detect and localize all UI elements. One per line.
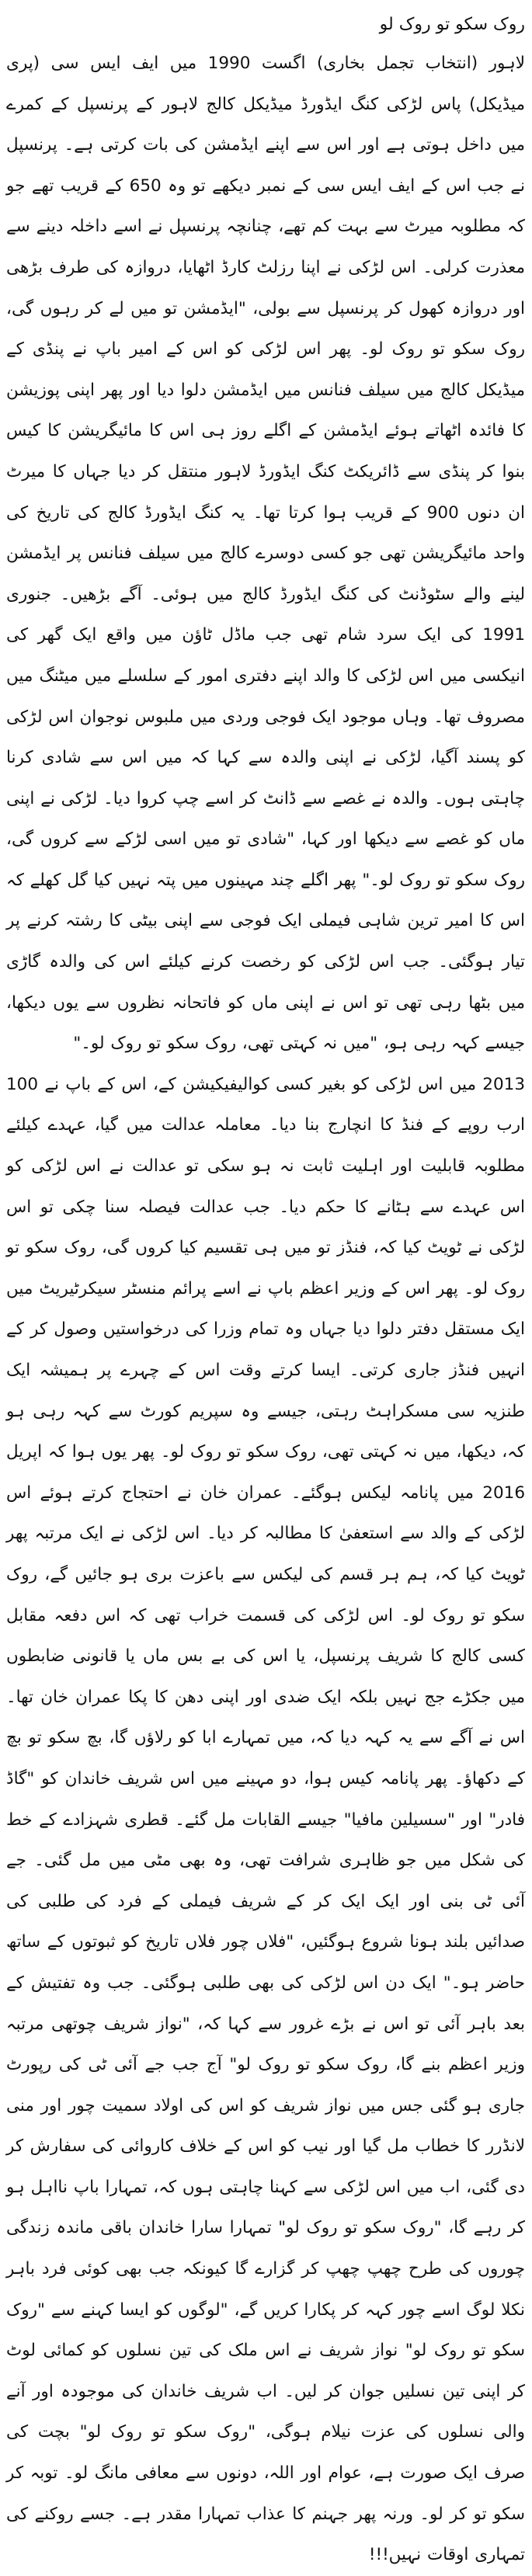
article-body [6,43,525,2576]
article [6,0,526,2565]
article-title: روک سکو تو روک لو [379,15,525,34]
article-paragraph-1: لاہور (انتخاب تجمل بخاری) اگست 1990 میں ایف ایس سی (پری میڈیکل) پاس لڑکی کنگ ایڈورڈ میڈیکل کالج لاہور کے پرنسپل کے کمرے میں داخل ہوتی ہے اور اس سے اپنے ایڈمشن کی بات کرتی ہے۔ پرنسپل نے جب اس کے ایف ایس سی کے نمبر دیکھے تو وہ 650 کے قریب تھے جو کہ مطلوبہ میرٹ سے بہت کم تھے، چنانچہ پرنسپل نے اسے داخلہ دینے سے معذرت کرلی۔ اس لڑکی نے اپنا رزلٹ کارڈ اٹھایا، دروازہ کی طرف بڑھی اور دروازہ کھول کر پرنسپل سے بولی، "ایڈمشن تو میں لے کر رہوں گی، روک سکو تو روک لو۔ پھر اس لڑکی کو اس کے امیر باپ نے پنڈی کے میڈیکل کالج میں سیلف فنانس میں ایڈمشن دلوا دیا اور پھر اپنی پوزیشن کا فائدہ اٹھاتے ہوئے ایڈمشن کے اگلے روز ہی اس کا مائیگریشن کا کیس بنوا کر پنڈی سے ڈائریکٹ کنگ ایڈورڈ لاہور منتقل کر دیا جہاں کا میرٹ ان دنوں 900 کے قریب ہوا کرتا تھا۔ یہ کنگ ایڈورڈ کالج کی تاریخ کی واحد مائیگریشن تھی جو کسی دوسرے کالج میں سیلف فنانس پر ایڈمشن لینے والے سٹوڈنٹ کی کنگ ایڈورڈ کالج میں ہوئی۔ آگے بڑھیں۔ جنوری 1991 کی ایک سرد شام تھی جب ماڈل ٹاؤن میں واقع ایک گھر کی انیکسی میں اس لڑکی کا والد اپنے دفتری امور کے سلسلے میں میٹنگ میں مصروف تھا۔ وہاں موجود ایک فوجی وردی میں ملبوس نوجوان اس لڑکی کو پسند آگیا، لڑکی نے اپنی والدہ سے کہا کہ میں اس سے شادی کرنا چاہتی ہوں۔ والدہ نے غصے سے ڈانٹ کر اسے چپ کروا دیا۔ لڑکی نے اپنی ماں کو غصے سے دیکھا اور کہا، "شادی تو میں اسی لڑکے سے کروں گی، روک سکو تو روک لو۔" پھر اگلے چند مہینوں میں پتہ نہیں کیا گل کھلے کہ اس کا امیر ترین شاہی فیملی ایک فوجی سے اپنی بیٹی کا رشتہ کرنے پر تیار ہوگئی۔ جب اس لڑکی کو رخصت کرنے کیلئے اس کی والدہ گاڑی میں بٹھا رہی تھی تو اس نے اپنی ماں کو فاتحانہ نظروں سے یوں دیکھا، جیسے کہہ رہی ہو، "میں نہ کہتی تھی، روک سکو تو روک لو۔" [6,54,526,1054]
article-paragraph-2: 2013 میں اس لڑکی کو بغیر کسی کوالیفیکیشن کے، اس کے باپ نے 100 ارب روپے کے فنڈ کا انچارج بنا دیا۔ معاملہ عدالت میں گیا، عہدے کیلئے مطلوبہ قابلیت اور اہلیت ثابت نہ ہو سکی تو عدالت نے اس لڑکی کو اس عہدے سے ہٹانے کا حکم دیا۔ جب عدالت فیصلہ سنا چکی تو اس لڑکی نے ٹویٹ کیا کہ، فنڈز تو میں ہی تقسیم کیا کروں گی، روک سکو تو روک لو۔ پھر اس کے وزیر اعظم باپ نے اسے پرائم منسٹر سیکرٹیریٹ میں ایک مستقل دفتر دلوا دیا جہاں وہ تمام وزرا کی درخواستیں وصول کر کے انہیں فنڈز جاری کرتی۔ ایسا کرتے وقت اس کے چہرے پر ہمیشہ ایک طنزیہ سی مسکراہٹ رہتی، جیسے وہ سپریم کورٹ سے کہہ رہی ہو کہ، دیکھا، میں نہ کہتی تھی، روک سکو تو روک لو۔ پھر یوں ہوا کہ اپریل 2016 میں پانامہ لیکس ہوگئے۔ عمران خان نے احتجاج کرتے ہوئے اس لڑکی کے والد سے استعفیٰ کا مطالبہ کر دیا۔ اس لڑکی نے ایک مرتبہ پھر ٹویٹ کیا کہ، ہم ہر قسم کی لیکس سے باعزت بری ہو جائیں گے، روک سکو تو روک لو۔ اس لڑکی کی قسمت خراب تھی کہ اس دفعہ مقابل کسی کالج کا شریف پرنسپل، یا اس کی بے بس ماں یا قانونی ضابطوں میں جکڑے جج نہیں بلکہ ایک ضدی اور اپنی دھن کا پکا عمران خان تھا۔ اس نے آگے سے یہ کہہ دیا کہ، میں تمہارے ابا کو رلاؤں گا، بچ سکو تو بچ کے دکھاؤ۔ پھر پانامہ کیس ہوا، دو مہینے میں اس شریف خاندان کو "گاڈ فادر" اور "سسیلین مافیا" جیسے القابات مل گئے۔ قطری شہزادے کے خط کی شکل میں جو ظاہری شرافت تھی، وہ بھی مٹی میں مل گئی۔ جے آئی ٹی بنی اور ایک ایک کر کے شریف فیملی کے فرد کی طلبی کی صدائیں بلند ہونا شروع ہوگئیں، "فلاں چور فلاں تاریخ کو ثبوتوں کے ساتھ حاضر ہو۔" ایک دن اس لڑکی کی بھی طلبی ہوگئی۔ جب وہ تفتیش کے بعد باہر آئی تو اس نے بڑے غرور سے کہا کہ، "نواز شریف چوتھی مرتبہ وزیر اعظم بنے گا، روک سکو تو روک لو" آج جب جے آئی ٹی کی رپورٹ جاری ہو گئی جس میں نواز شریف کو اس کی اولاد سمیت چور اور منی لانڈرر کا خطاب مل گیا اور نیب کو اس کے خلاف کاروائی کی سفارش کر دی گئی، اب میں اس لڑکی سے کہنا چاہتی ہوں کہ، تمہارا باپ نااہل ہو کر رہے گا، "روک سکو تو روک لو" تمہارا سارا خاندان باقی ماندہ زندگی چوروں کی طرح چھپ چھپ کر گزارے گا کیونکہ جب بھی کوئی فرد باہر نکلا لوگ اسے چور کہہ کر پکارا کریں گے، "لوگوں کو ایسا کہنے سے "روک سکو تو روک لو" نواز شریف نے اس ملک کی تین نسلوں کو کمائی لوٹ کر اپنی تین نسلیں جوان کر لیں۔ اب شریف خاندان کی موجودہ اور آنے والی نسلوں کی عزت نیلام ہوگی، "روک سکو تو روک لو" بچت کی صرف ایک صورت ہے، عوام اور اللہ، دونوں سے معافی مانگ لو۔ توبہ کر سکو تو کر لو۔ ورنہ پھر جہنم کا عذاب تمہارا مقدر ہے۔ جسے روکنے کی تمہاری اوقات نہیں!!! [6,1074,525,2565]
